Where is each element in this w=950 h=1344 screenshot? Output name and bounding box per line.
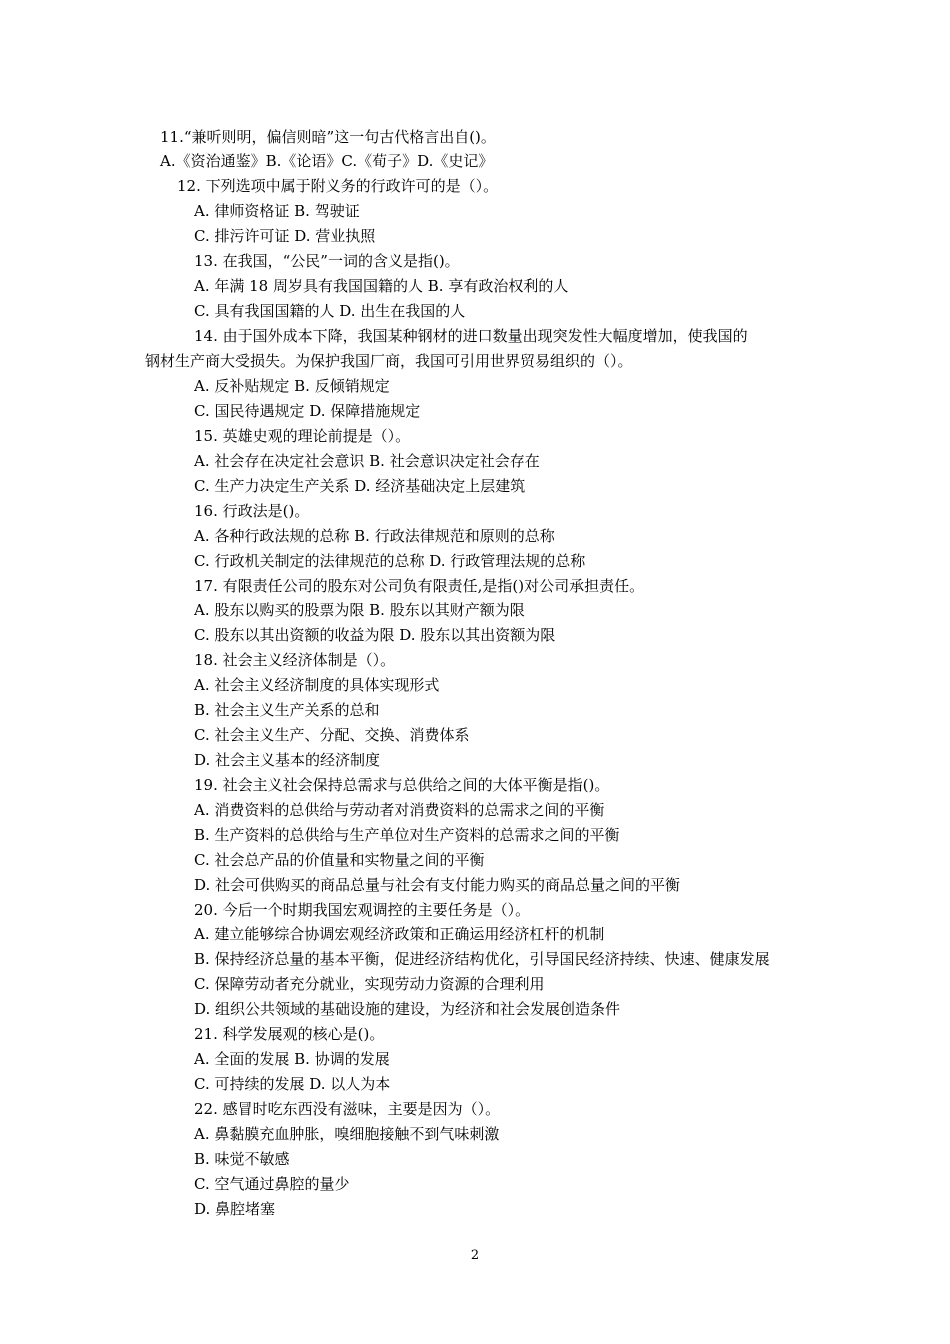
question-20-option-b: B. 保持经济总量的基本平衡，促进经济结构优化，引导国民经济持续、快速、健康发展	[194, 950, 770, 968]
question-16-options-cd: C. 行政机关制定的法律规范的总称 D. 行政管理法规的总称	[194, 552, 586, 570]
question-11: 11.“兼听则明，偏信则暗”这一句古代格言出自()。	[160, 128, 496, 146]
question-15-options-ab: A. 社会存在决定社会意识 B. 社会意识决定社会存在	[194, 452, 540, 470]
question-17: 17. 有限责任公司的股东对公司负有限责任,是指()对公司承担责任。	[194, 577, 645, 595]
question-21: 21. 科学发展观的核心是()。	[194, 1025, 385, 1043]
question-19-option-a: A. 消费资料的总供给与劳动者对消费资料的总需求之间的平衡	[194, 801, 605, 819]
question-15-options-cd: C. 生产力决定生产关系 D. 经济基础决定上层建筑	[194, 477, 526, 495]
question-18-option-a: A. 社会主义经济制度的具体实现形式	[194, 676, 440, 694]
question-21-options-cd: C. 可持续的发展 D. 以人为本	[194, 1075, 391, 1093]
question-17-options-ab: A. 股东以购买的股票为限 B. 股东以其财产额为限	[194, 601, 525, 619]
question-16-options-ab: A. 各种行政法规的总称 B. 行政法律规范和原则的总称	[194, 527, 555, 545]
page-number: 2	[470, 1248, 480, 1263]
question-12-options-cd: C. 排污许可证 D. 营业执照	[194, 227, 376, 245]
question-13: 13. 在我国，“公民”一词的含义是指()。	[194, 252, 460, 270]
question-18-option-d: D. 社会主义基本的经济制度	[194, 751, 381, 769]
question-22-option-d: D. 鼻腔堵塞	[194, 1200, 276, 1218]
question-17-options-cd: C. 股东以其出资额的收益为限 D. 股东以其出资额为限	[194, 626, 556, 644]
question-14: 14. 由于国外成本下降，我国某种钢材的进口数量出现突发性大幅度增加，使我国的	[194, 327, 748, 345]
question-13-options-cd: C. 具有我国国籍的人 D. 出生在我国的人	[194, 302, 466, 320]
question-15: 15. 英雄史观的理论前提是（）。	[194, 427, 411, 445]
question-19: 19. 社会主义社会保持总需求与总供给之间的大体平衡是指()。	[194, 776, 610, 794]
question-20-option-a: A. 建立能够综合协调宏观经济政策和正确运用经济杠杆的机制	[194, 925, 605, 943]
question-19-option-b: B. 生产资料的总供给与生产单位对生产资料的总需求之间的平衡	[194, 826, 620, 844]
question-14-continued: 钢材生产商大受损失。为保护我国厂商，我国可引用世界贸易组织的（）。	[145, 352, 633, 370]
question-21-options-ab: A. 全面的发展 B. 协调的发展	[194, 1050, 390, 1068]
question-18-option-c: C. 社会主义生产、分配、交换、消费体系	[194, 726, 470, 744]
question-14-options-cd: C. 国民待遇规定 D. 保障措施规定	[194, 402, 421, 420]
question-18-option-b: B. 社会主义生产关系的总和	[194, 701, 380, 719]
question-22: 22. 感冒时吃东西没有滋味，主要是因为（）。	[194, 1100, 501, 1118]
question-16: 16. 行政法是()。	[194, 502, 310, 520]
question-20: 20. 今后一个时期我国宏观调控的主要任务是（）。	[194, 901, 531, 919]
question-22-option-a: A. 鼻黏膜充血肿胀，嗅细胞接触不到气味刺激	[194, 1125, 500, 1143]
question-11-options: A.《资治通鉴》B.《论语》C.《荀子》D.《史记》	[160, 152, 494, 170]
question-14-options-ab: A. 反补贴规定 B. 反倾销规定	[194, 377, 390, 395]
question-19-option-d: D. 社会可供购买的商品总量与社会有支付能力购买的商品总量之间的平衡	[194, 876, 681, 894]
question-19-option-c: C. 社会总产品的价值量和实物量之间的平衡	[194, 851, 485, 869]
question-20-option-d: D. 组织公共领域的基础设施的建设，为经济和社会发展创造条件	[194, 1000, 621, 1018]
question-22-option-b: B. 味觉不敏感	[194, 1150, 290, 1168]
question-20-option-c: C. 保障劳动者充分就业，实现劳动力资源的合理利用	[194, 975, 545, 993]
question-12-options-ab: A. 律师资格证 B. 驾驶证	[194, 202, 360, 220]
question-22-option-c: C. 空气通过鼻腔的量少	[194, 1175, 350, 1193]
question-13-options-ab: A. 年满 18 周岁具有我国国籍的人 B. 享有政治权利的人	[194, 277, 569, 295]
question-12: 12. 下列选项中属于附义务的行政许可的是（）。	[177, 177, 499, 195]
question-18: 18. 社会主义经济体制是（）。	[194, 651, 396, 669]
